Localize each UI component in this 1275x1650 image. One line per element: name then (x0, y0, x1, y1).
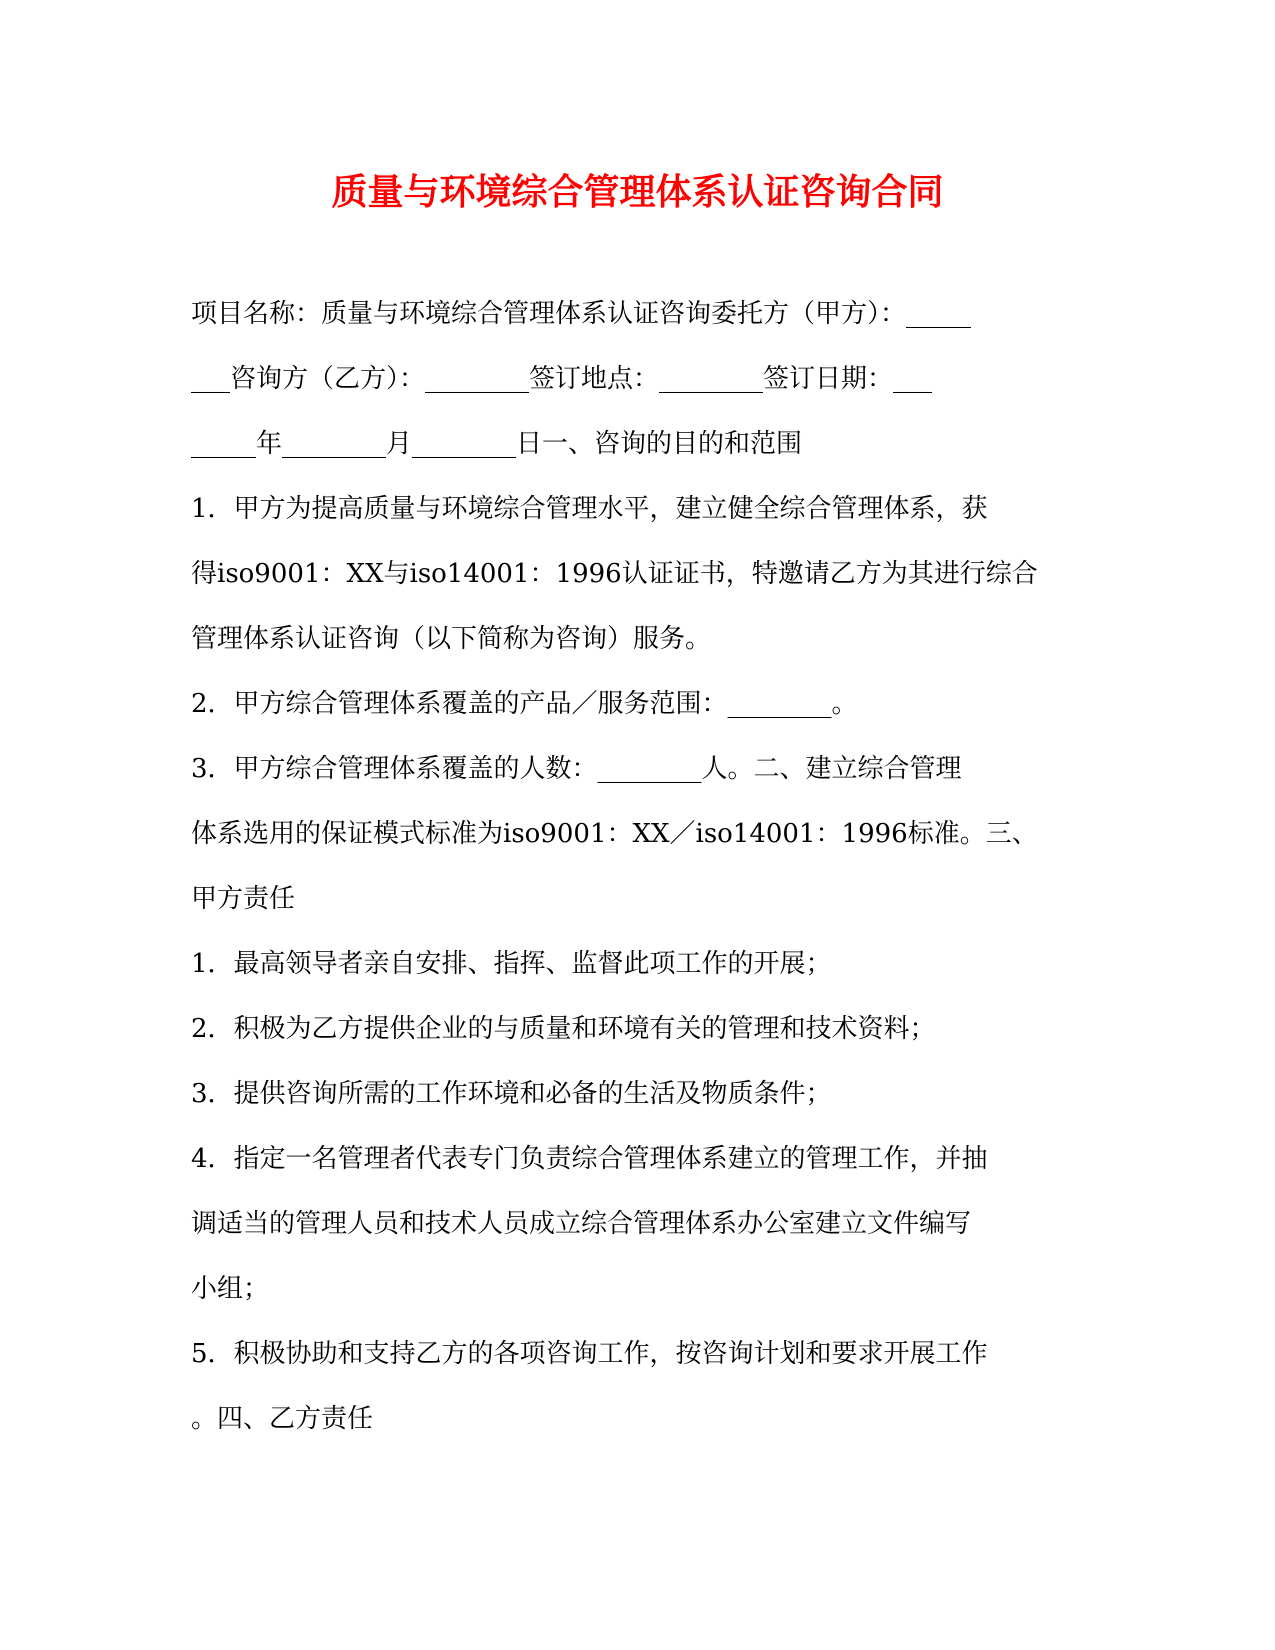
body-line: 。四、乙方责任 (191, 1404, 374, 1434)
body-line: 1．甲方为提高质量与环境综合管理水平，建立健全综合管理体系，获 (191, 494, 988, 524)
body-line: 4．指定一名管理者代表专门负责综合管理体系建立的管理工作，并抽 (191, 1144, 988, 1174)
body-line: 2．甲方综合管理体系覆盖的产品／服务范围：________。 (191, 689, 858, 719)
body-line: 甲方责任 (191, 884, 296, 914)
body-line: 小组； (191, 1274, 270, 1304)
body-line: 3．甲方综合管理体系覆盖的人数：________人。二、建立综合管理 (191, 754, 962, 784)
body-line: 项目名称：质量与环境综合管理体系认证咨询委托方（甲方）：_____ (191, 299, 972, 329)
body-line: _____年________月________日一、咨询的目的和范围 (191, 429, 803, 459)
body-line: 3．提供咨询所需的工作环境和必备的生活及物质条件； (191, 1079, 832, 1109)
body-line: 5．积极协助和支持乙方的各项咨询工作，按咨询计划和要求开展工作 (191, 1339, 988, 1369)
document-body (191, 282, 1091, 1452)
body-line: 调适当的管理人员和技术人员成立综合管理体系办公室建立文件编写 (191, 1209, 972, 1239)
document-title: 质量与环境综合管理体系认证咨询合同 (331, 171, 944, 213)
body-line: 1．最高领导者亲自安排、指挥、监督此项工作的开展； (191, 949, 832, 979)
body-line: 体系选用的保证模式标准为iso9001：XX／iso14001：1996标准。三、 (191, 819, 1038, 849)
body-line: 2．积极为乙方提供企业的与质量和环境有关的管理和技术资料； (191, 1014, 936, 1044)
body-line: 得iso9001：XX与iso14001：1996认证证书，特邀请乙方为其进行综合 (191, 559, 1038, 589)
body-line: ___咨询方（乙方）：________签订地点：________签订日期：___ (191, 364, 933, 394)
body-line: 管理体系认证咨询（以下简称为咨询）服务。 (191, 624, 712, 654)
